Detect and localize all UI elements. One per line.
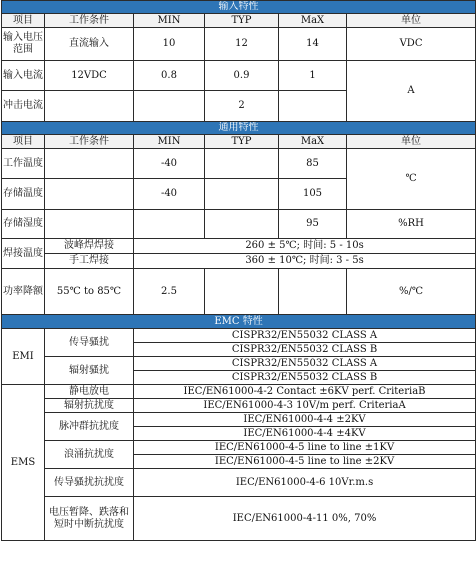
conducted-emission-class-b: CISPR32/EN55032 CLASS B <box>134 343 476 357</box>
col-header-condition: 工作条件 <box>45 135 134 149</box>
input-current-label: 输入电流 <box>2 61 45 91</box>
inrush-current-label: 冲击电流 <box>2 91 45 122</box>
input-voltage-unit: VDC <box>347 28 476 61</box>
storage-temp-max: 105 <box>279 179 347 210</box>
emc-section-title: EMC 特性 <box>2 315 476 329</box>
eft-label: 脉冲群抗扰度 <box>45 413 134 441</box>
esd-value: IEC/EN61000-4-2 Contact ±6KV perf. CriteriaB <box>134 385 476 399</box>
storage-humidity-label: 存储湿度 <box>2 210 45 239</box>
ems-label: EMS <box>2 385 45 541</box>
operating-temp-min: -40 <box>134 149 205 179</box>
input-current-unit: A <box>347 61 476 122</box>
input-voltage-range-label: 输入电压范围 <box>2 28 45 61</box>
operating-temp-typ <box>205 149 279 179</box>
input-current-typ: 0.9 <box>205 61 279 91</box>
storage-humidity-unit: %RH <box>347 210 476 239</box>
power-derating-label: 功率降额 <box>2 269 45 315</box>
conducted-emission-label: 传导骚扰 <box>45 329 134 357</box>
hand-soldering-value: 360 ± 10℃; 时间: 3 - 5s <box>134 254 476 269</box>
emi-label: EMI <box>2 329 45 385</box>
col-header-max: MaX <box>279 135 347 149</box>
inrush-current-max <box>279 91 347 122</box>
col-header-min: MIN <box>134 14 205 28</box>
col-header-condition: 工作条件 <box>45 14 134 28</box>
storage-humidity-condition <box>45 210 134 239</box>
spec-table <box>1 0 476 541</box>
input-voltage-typ: 12 <box>205 28 279 61</box>
voltage-dips-value: IEC/EN61000-4-11 0%, 70% <box>134 497 476 541</box>
operating-temp-label: 工作温度 <box>2 149 45 179</box>
voltage-dips-label: 电压暂降、跌落和短时中断抗扰度 <box>45 497 134 541</box>
storage-temp-typ <box>205 179 279 210</box>
temperature-unit: ℃ <box>347 149 476 210</box>
storage-humidity-max: 95 <box>279 210 347 239</box>
storage-temp-condition <box>45 179 134 210</box>
power-derating-min: 2.5 <box>134 269 205 315</box>
input-voltage-min: 10 <box>134 28 205 61</box>
col-header-max: MaX <box>279 14 347 28</box>
surge-value-2: IEC/EN61000-4-5 line to line ±2KV <box>134 455 476 469</box>
radiated-emission-class-a: CISPR32/EN55032 CLASS A <box>134 357 476 371</box>
wave-soldering-label: 波峰焊焊接 <box>45 239 134 254</box>
input-voltage-condition: 直流输入 <box>45 28 134 61</box>
surge-value-1: IEC/EN61000-4-5 line to line ±1KV <box>134 441 476 455</box>
col-header-min: MIN <box>134 135 205 149</box>
power-derating-max <box>279 269 347 315</box>
input-current-min: 0.8 <box>134 61 205 91</box>
col-header-typ: TYP <box>205 14 279 28</box>
radiated-immunity-label: 辐射抗扰度 <box>45 399 134 413</box>
col-header-item: 项目 <box>2 135 45 149</box>
eft-value-2: IEC/EN61000-4-4 ±4KV <box>134 427 476 441</box>
storage-humidity-min <box>134 210 205 239</box>
conducted-immunity-label: 传导骚扰抗扰度 <box>45 469 134 497</box>
storage-humidity-typ <box>205 210 279 239</box>
conducted-emission-class-a: CISPR32/EN55032 CLASS A <box>134 329 476 343</box>
col-header-unit: 单位 <box>347 14 476 28</box>
radiated-emission-class-b: CISPR32/EN55032 CLASS B <box>134 371 476 385</box>
col-header-typ: TYP <box>205 135 279 149</box>
radiated-emission-label: 辐射骚扰 <box>45 357 134 385</box>
hand-soldering-label: 手工焊接 <box>45 254 134 269</box>
radiated-immunity-value: IEC/EN61000-4-3 10V/m perf. CriteriaA <box>134 399 476 413</box>
wave-soldering-value: 260 ± 5℃; 时间: 5 - 10s <box>134 239 476 254</box>
storage-temp-label: 存储温度 <box>2 179 45 210</box>
operating-temp-max: 85 <box>279 149 347 179</box>
eft-value-1: IEC/EN61000-4-4 ±2KV <box>134 413 476 427</box>
input-current-max: 1 <box>279 61 347 91</box>
power-derating-unit: %/℃ <box>347 269 476 315</box>
conducted-immunity-value: IEC/EN61000-4-6 10Vr.m.s <box>134 469 476 497</box>
inrush-current-condition <box>45 91 134 122</box>
input-voltage-max: 14 <box>279 28 347 61</box>
col-header-unit: 单位 <box>347 135 476 149</box>
soldering-temp-label: 焊接温度 <box>2 239 45 269</box>
inrush-current-min <box>134 91 205 122</box>
esd-label: 静电放电 <box>45 385 134 399</box>
inrush-current-typ: 2 <box>205 91 279 122</box>
surge-label: 浪涌抗扰度 <box>45 441 134 469</box>
col-header-item: 项目 <box>2 14 45 28</box>
general-section-title: 通用特性 <box>2 122 476 135</box>
power-derating-typ <box>205 269 279 315</box>
storage-temp-min: -40 <box>134 179 205 210</box>
operating-temp-condition <box>45 149 134 179</box>
input-section-title: 输入特性 <box>2 1 476 14</box>
input-current-condition: 12VDC <box>45 61 134 91</box>
power-derating-condition: 55℃ to 85℃ <box>45 269 134 315</box>
